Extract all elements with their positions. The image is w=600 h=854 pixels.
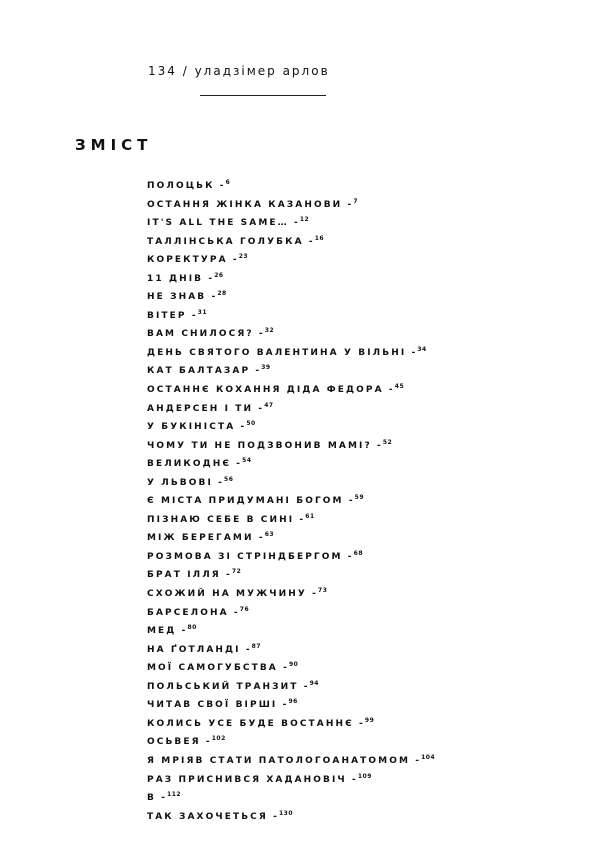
entry-title: АНДЕРСЕН І ТИ	[147, 403, 254, 414]
entry-page: 28	[217, 290, 227, 298]
entry-title: БАРСЕЛОНА	[147, 607, 229, 618]
entry-page: 73	[318, 587, 328, 595]
entry-page: 130	[278, 809, 294, 817]
entry-page: 99	[364, 716, 375, 724]
header-rule	[200, 95, 326, 96]
author-name: уладзімер арлов	[194, 64, 330, 78]
toc-entry	[147, 361, 435, 380]
entry-dash: -	[220, 570, 232, 581]
entry-page: 63	[264, 531, 275, 539]
entry-page: 90	[288, 661, 299, 669]
entry-title: НА ҐОТЛАНДІ	[147, 644, 241, 655]
entry-title: ЧОМУ ТИ НЕ ПОДЗВОНИВ МАМІ?	[147, 440, 372, 451]
toc-entry	[147, 195, 435, 214]
entry-page: 12	[299, 216, 310, 224]
entry-page: 39	[261, 364, 271, 372]
entry-dash: -	[353, 718, 365, 729]
entry-dash: -	[288, 218, 300, 229]
toc-entry	[147, 658, 435, 677]
toc-entry	[147, 306, 435, 325]
toc-entry	[147, 324, 435, 343]
entry-page: 80	[187, 624, 197, 632]
toc-entry	[147, 287, 435, 306]
entry-title: ДЕНЬ СВЯТОГО ВАЛЕНТИНА У ВІЛЬНІ	[147, 347, 407, 358]
entry-title: ТАЛЛІНСЬКА ГОЛУБКА	[147, 236, 304, 247]
toc-entry	[147, 399, 435, 418]
entry-title: БРАТ ІЛЛЯ	[147, 570, 221, 581]
toc-entry	[147, 343, 435, 362]
entry-page: 59	[354, 494, 365, 502]
entry-page: 68	[353, 549, 364, 557]
toc-entry	[147, 528, 435, 547]
entry-title: У БУКІНІСТА	[147, 422, 236, 433]
entry-page: 32	[264, 327, 275, 335]
entry-title: НЕ ЗНАВ	[147, 292, 207, 303]
toc-entry	[147, 250, 435, 269]
entry-page: 61	[305, 512, 315, 520]
entry-dash: -	[186, 310, 198, 321]
toc-entry	[147, 584, 435, 603]
toc-entry	[147, 640, 435, 659]
page-number: 134	[148, 64, 177, 78]
entry-dash: -	[383, 385, 395, 396]
entry-dash: -	[406, 347, 418, 358]
entry-dash: -	[176, 626, 188, 637]
entry-page: 104	[421, 753, 436, 761]
entry-page: 26	[214, 271, 224, 279]
entry-title: У ЛЬВОВІ	[147, 477, 213, 488]
toc-entry	[147, 677, 435, 696]
entry-title: РОЗМОВА ЗІ СТРІНДБЕРГОМ	[147, 551, 343, 562]
toc-entry	[147, 232, 435, 251]
toc-entry	[147, 491, 435, 510]
entry-dash: -	[277, 700, 289, 711]
entry-title: Я МРІЯВ СТАТИ ПАТОЛОГОАНАТОМОМ	[147, 755, 411, 766]
entry-dash: -	[306, 589, 319, 600]
toc-entry	[147, 473, 435, 492]
running-header	[148, 64, 330, 78]
entry-page: 72	[231, 568, 242, 576]
entry-page: 87	[251, 642, 262, 650]
toc-entry	[147, 621, 435, 640]
toc-entry	[147, 770, 435, 789]
toc-entry	[147, 436, 435, 455]
entry-title: МЕД	[147, 626, 177, 637]
entry-dash: -	[253, 533, 265, 544]
toc-entry	[147, 807, 435, 826]
toc-entry	[147, 176, 435, 195]
entry-dash: -	[346, 774, 358, 785]
entry-page: 56	[224, 475, 234, 483]
entry-dash: -	[267, 811, 279, 822]
entry-page: 94	[309, 679, 319, 687]
entry-dash: -	[303, 236, 315, 247]
entry-dash: -	[371, 440, 383, 451]
entry-dash: -	[298, 681, 310, 692]
entry-page: 50	[246, 420, 256, 428]
entry-title: СХОЖИЙ НА МУЖЧИНУ	[147, 589, 307, 600]
table-of-contents	[147, 176, 435, 825]
entry-dash: -	[294, 514, 306, 525]
entry-dash: -	[342, 551, 354, 562]
entry-title: ВАМ СНИЛОСЯ?	[147, 329, 254, 340]
entry-dash: -	[342, 199, 354, 210]
toc-entry	[147, 565, 435, 584]
entry-dash: -	[228, 607, 240, 618]
entry-page: 96	[288, 698, 298, 706]
entry-title: КОЛИСЬ УСЕ БУДЕ ВОСТАННЄ	[147, 718, 354, 729]
entry-title: ЧИТАВ СВОЇ ВІРШІ	[147, 700, 278, 711]
toc-entry	[147, 788, 435, 807]
entry-title: МІЖ БЕРЕГАМИ	[147, 533, 254, 544]
toc-entry	[147, 751, 435, 770]
entry-dash: -	[253, 329, 265, 340]
entry-dash: -	[235, 422, 247, 433]
entry-dash: -	[155, 793, 168, 804]
entry-page: 16	[314, 234, 325, 242]
entry-page: 23	[238, 253, 249, 261]
entry-title: КОРЕКТУРА	[147, 255, 228, 266]
entry-dash: -	[277, 663, 289, 674]
entry-dash: -	[200, 737, 212, 748]
entry-title: ПІЗНАЮ СЕБЕ В СИНІ	[147, 514, 295, 525]
entry-title: ВЕЛИКОДНЄ	[147, 459, 232, 470]
entry-title: МОЇ САМОГУБСТВА	[147, 663, 278, 674]
toc-entry	[147, 454, 435, 473]
entry-page: 102	[211, 735, 226, 743]
toc-entry	[147, 417, 435, 436]
entry-page: 54	[242, 457, 252, 465]
entry-title: ТАК ЗАХОЧЕТЬСЯ	[147, 811, 268, 822]
entry-page: 6	[225, 179, 231, 186]
entry-dash: -	[410, 755, 422, 766]
toc-entry	[147, 714, 435, 733]
toc-entry	[147, 603, 435, 622]
entry-dash: -	[250, 366, 262, 377]
entry-title: 11 ДНІВ	[147, 273, 204, 284]
entry-dash: -	[253, 403, 265, 414]
entry-dash: -	[231, 459, 243, 470]
toc-entry	[147, 380, 435, 399]
entry-page: 76	[239, 605, 250, 613]
entry-dash: -	[343, 496, 355, 507]
toc-entry	[147, 695, 435, 714]
entry-page: 47	[264, 401, 274, 409]
entry-dash: -	[203, 273, 215, 284]
entry-page: 31	[197, 308, 208, 316]
toc-entry	[147, 269, 435, 288]
entry-title: ОСЬВЕЯ	[147, 737, 201, 748]
toc-entry	[147, 547, 435, 566]
entry-title: КАТ БАЛТАЗАР	[147, 366, 251, 377]
entry-dash: -	[214, 181, 226, 191]
entry-title: ПОЛОЦЬК	[147, 181, 215, 191]
entry-title: В	[147, 793, 156, 804]
entry-dash: -	[227, 255, 239, 266]
entry-page: 112	[167, 791, 182, 799]
toc-entry	[147, 732, 435, 751]
entry-page: 45	[394, 383, 405, 391]
entry-title: IT'S ALL THE SAME…	[147, 218, 289, 229]
entry-title: ВІТЕР	[147, 310, 187, 321]
entry-title: ПОЛЬСЬКИЙ ТРАНЗИТ	[147, 681, 299, 692]
toc-entry	[147, 510, 435, 529]
entry-title: РАЗ ПРИСНИВСЯ ХАДАНОВІЧ	[147, 774, 347, 785]
entry-title: ОСТАННЄ КОХАННЯ ДІДА ФЕДОРА	[147, 385, 384, 396]
entry-dash: -	[212, 477, 225, 488]
entry-page: 109	[357, 772, 372, 780]
entry-page: 34	[417, 345, 427, 353]
entry-page: 52	[382, 438, 393, 446]
entry-title: Є МІСТА ПРИДУМАНІ БОГОМ	[147, 496, 344, 507]
contents-title: ЗМІСТ	[75, 136, 153, 154]
entry-dash: -	[240, 644, 252, 655]
entry-dash: -	[206, 292, 218, 303]
entry-title: ОСТАННЯ ЖІНКА КАЗАНОВИ	[147, 199, 343, 210]
toc-entry	[147, 213, 435, 232]
header-separator: /	[176, 64, 195, 78]
entry-page: 7	[353, 197, 359, 205]
